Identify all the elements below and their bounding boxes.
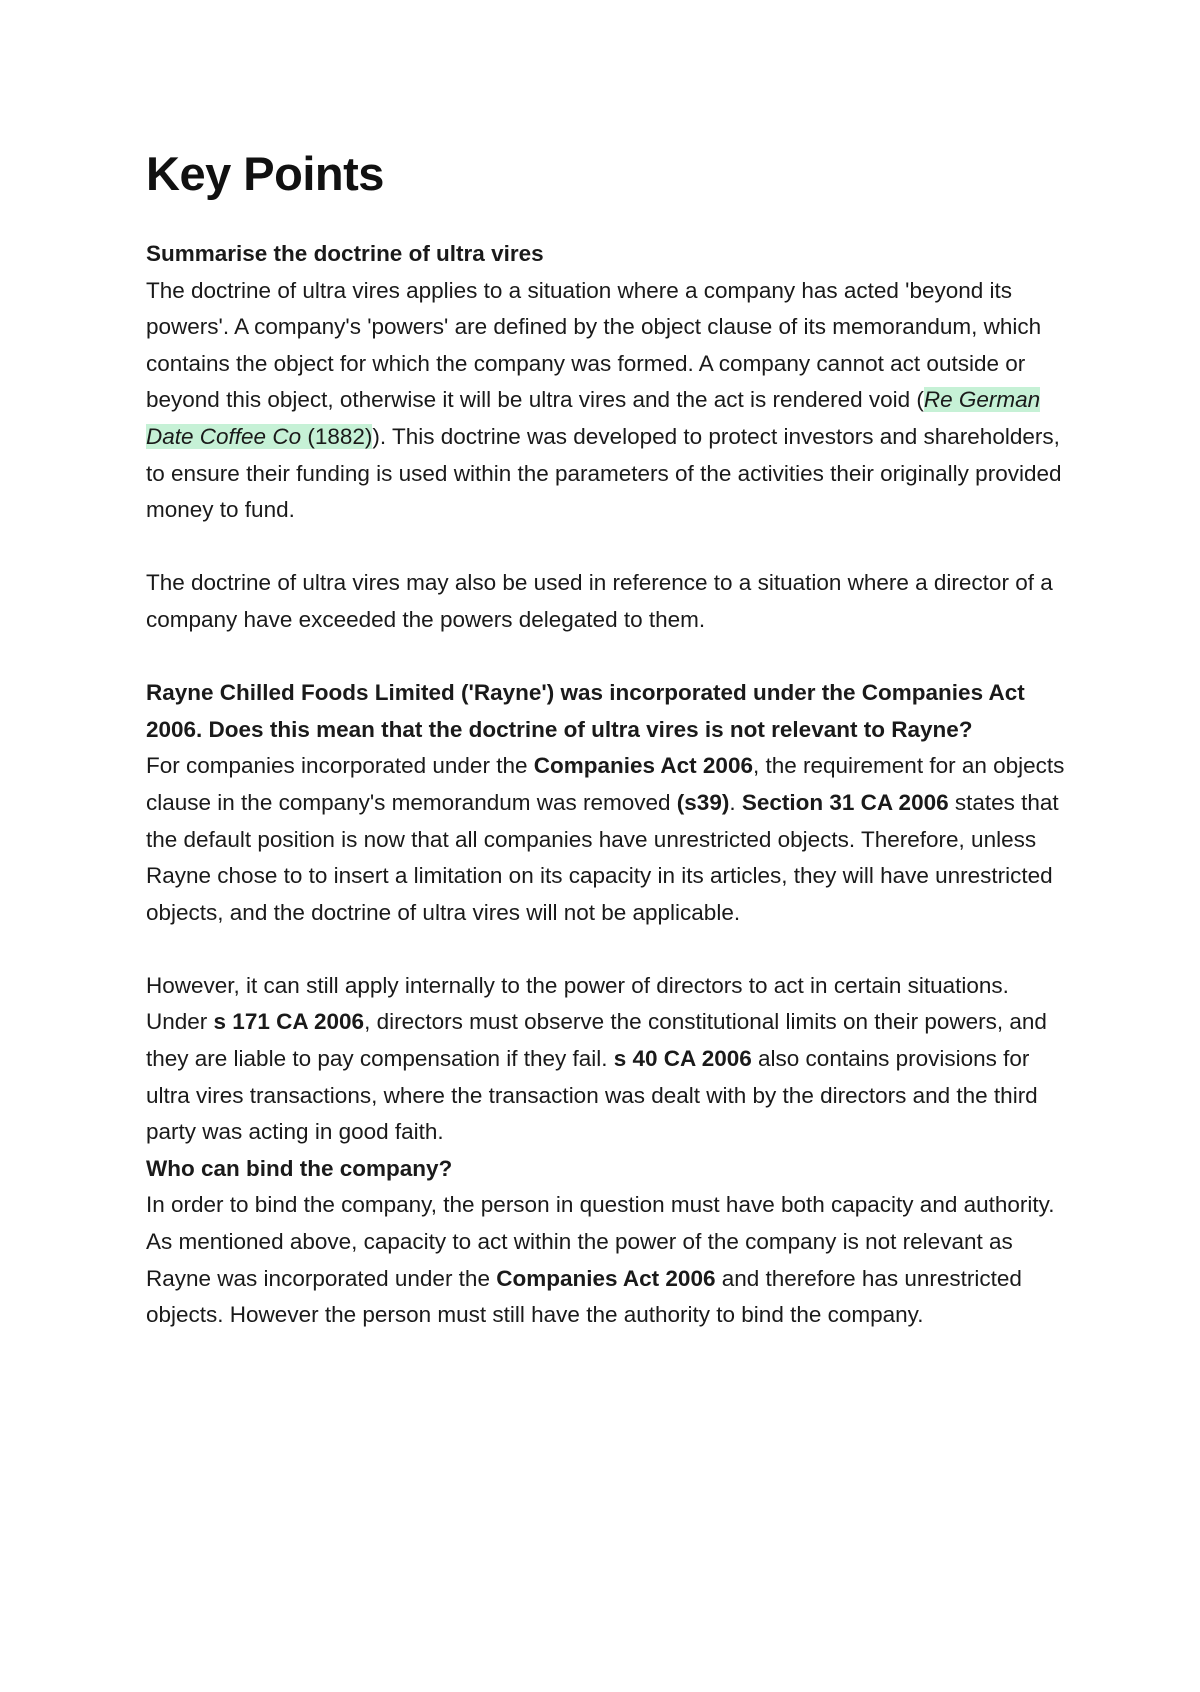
bold-reference: (s39) [676,789,730,815]
question-heading-rayne: Rayne Chilled Foods Limited ('Rayne') was incorporated under the Companies Act 2006. Does this mean that the doctrine of ultra vires is not relevant to Rayne? [146,680,1025,742]
text-run: and therefore has unrestricted objects. However the person must still have the authority to bind the company. [146,1265,1022,1328]
bold-reference: Companies Act 2006 [533,753,753,779]
paragraph-director-powers: The doctrine of ultra vires may also be used in reference to a situation where a director of a company have exceeded the powers delegated to them. [146,570,1053,632]
question-heading-ultra-vires: Summarise the doctrine of ultra vires [146,241,544,266]
text-run: , the requirement for an objects clause in the company's memorandum was removed [146,753,1065,815]
paragraph-gap [146,931,1066,968]
bold-reference: Companies Act 2006 [496,1265,716,1291]
text-run: states that the default position is now that all companies have unrestricted objects. Therefore, unless Rayne chose to to insert a limitation on its capacity in its articles, they will have unrestricted objects, and the doctrine of ultra vires will not be applicable. [146,789,1059,925]
paragraph-bind-company [146,1187,1066,1333]
case-name: Re German Date Coffee Co [146,387,1041,449]
paragraph-gap [146,529,1066,566]
paragraph-companies-act [146,748,1066,931]
text-run: . [729,789,742,815]
page-title: Key Points [146,147,384,200]
text-run: For companies incorporated under the [146,753,534,779]
text-run: The doctrine of ultra vires applies to a situation where a company has acted 'beyond its powers'. A company's 'powers' are defined by the object clause of its memorandum, which contains the object for which the company was formed. A company cannot act outside or beyond this object, otherwise it will be ultra vires and the act is rendered void ( [146,277,1042,413]
bold-reference: Section 31 CA 2006 [741,789,949,815]
bold-reference: s 40 CA 2006 [613,1046,752,1072]
paragraph-gap [146,639,1066,676]
paragraph-internal-application [146,968,1066,1151]
text-run: also contains provisions for ultra vires transactions, where the transaction was dealt with by the directors and the third party was acting in good faith. [146,1046,1038,1145]
case-year: (1882) [301,423,373,449]
text-run: ). This doctrine was developed to protect investors and shareholders, to ensure their funding is used within the parameters of the activities their originally provided money to fund. [146,423,1062,523]
paragraph-ultra-vires-definition [146,273,1066,529]
text-run: However, it can still apply internally to the power of directors to act in certain situations. Under [146,972,1009,1035]
text-run: In order to bind the company, the person in question must have both capacity and authority. As mentioned above, capacity to act within the power of the company is not relevant as Rayne was incorporated under the [146,1192,1055,1291]
question-heading-bind-company: Who can bind the company? [146,1155,453,1181]
bold-reference: s 171 CA 2006 [213,1009,365,1035]
document-page [146,148,1066,1334]
text-run: , directors must observe the constitutional limits on their powers, and they are liable to pay compensation if they fail. [146,1009,1047,1072]
